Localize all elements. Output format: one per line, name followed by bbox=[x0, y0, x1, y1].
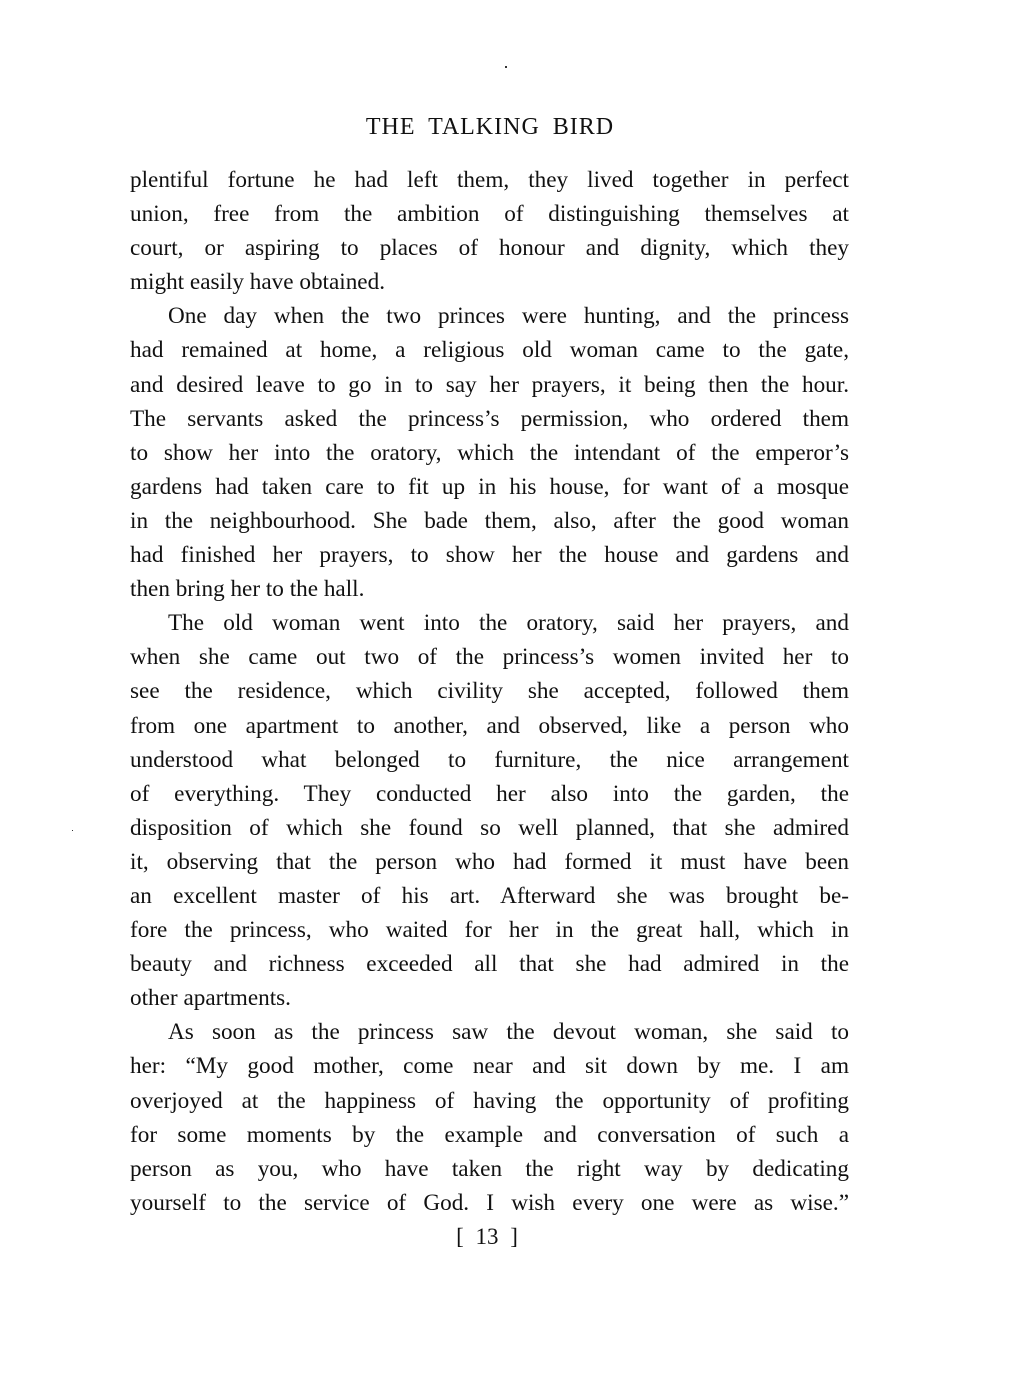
text-line: in the neighbourhood. She bade them, also, after the good woman bbox=[130, 507, 849, 534]
text-line: had remained at home, a religious old woman came to the gate, bbox=[130, 337, 849, 364]
page-number: [ 13 ] bbox=[456, 1224, 518, 1249]
body-text bbox=[130, 163, 849, 1220]
paragraph bbox=[130, 299, 849, 606]
text-line: The servants asked the princess’s permission, who ordered them bbox=[130, 405, 849, 432]
text-line: from one apartment to another, and observed, like a person who bbox=[130, 712, 849, 739]
text-line: an excellent master of his art. Afterward she was brought be- bbox=[130, 882, 849, 909]
text-line: overjoyed at the happiness of having the opportunity of profiting bbox=[130, 1087, 849, 1114]
paragraph bbox=[130, 1015, 849, 1220]
text-line: court, or aspiring to places of honour and dignity, which they bbox=[130, 235, 849, 262]
text-line: it, observing that the person who had formed it must have been bbox=[130, 848, 849, 875]
text-line: for some moments by the example and conversation of such a bbox=[130, 1121, 849, 1148]
text-line: person as you, who have taken the right way by dedicating bbox=[130, 1155, 849, 1182]
text-line: disposition of which she found so well planned, that she admired bbox=[130, 814, 849, 841]
text-line: had finished her prayers, to show her the house and gardens and bbox=[130, 542, 849, 569]
text-line: understood what belonged to furniture, the nice arrangement bbox=[130, 746, 849, 773]
text-line: and desired leave to go in to say her prayers, it being then the hour. bbox=[130, 371, 849, 398]
running-head: THE TALKING BIRD bbox=[365, 114, 615, 140]
text-line: As soon as the princess saw the devout woman, she said to bbox=[168, 1019, 849, 1046]
text-line: then bring her to the hall. bbox=[130, 576, 365, 603]
print-speck bbox=[72, 830, 73, 831]
text-line: of everything. They conducted her also into the garden, the bbox=[130, 780, 849, 807]
text-line: One day when the two princes were hunting, and the princess bbox=[168, 303, 849, 330]
text-line: see the residence, which civility she accepted, followed them bbox=[130, 678, 849, 705]
print-speck bbox=[505, 66, 507, 68]
text-line: plentiful fortune he had left them, they lived together in perfect bbox=[130, 167, 849, 193]
text-line: yourself to the service of God. I wish every one were as wise.” bbox=[130, 1189, 849, 1216]
paragraph bbox=[130, 606, 849, 1015]
text-line: beauty and richness exceeded all that she had admired in the bbox=[130, 951, 849, 978]
text-line: when she came out two of the princess’s women invited her to bbox=[130, 644, 849, 671]
text-line: her: “My good mother, come near and sit down by me. I am bbox=[130, 1053, 849, 1080]
text-line: other apartments. bbox=[130, 985, 291, 1012]
text-line: gardens had taken care to fit up in his house, for want of a mosque bbox=[130, 473, 849, 500]
text-line: The old woman went into the oratory, said her prayers, and bbox=[168, 610, 849, 637]
text-line: fore the princess, who waited for her in the great hall, which in bbox=[130, 917, 849, 944]
text-line: might easily have obtained. bbox=[130, 269, 385, 296]
paragraph bbox=[130, 163, 849, 299]
text-line: union, free from the ambition of distinguishing themselves at bbox=[130, 201, 849, 228]
text-line: to show her into the oratory, which the intendant of the emperor’s bbox=[130, 439, 849, 466]
